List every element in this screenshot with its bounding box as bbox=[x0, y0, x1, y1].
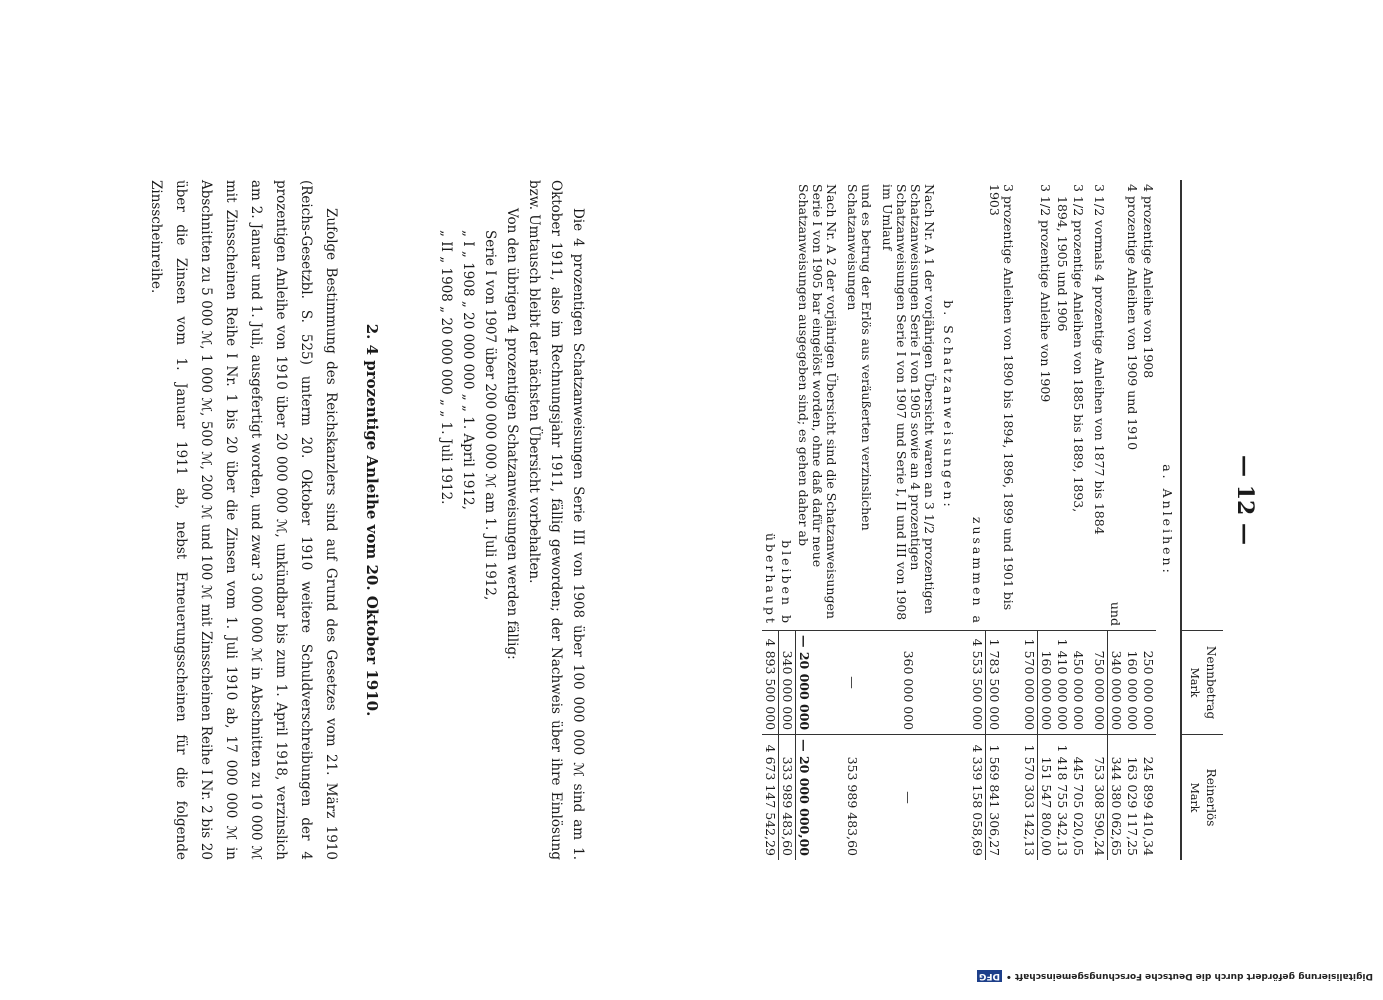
table-row: 3 prozentige Anleihen von 1890 bis 1894, 1896, 1899 und 1901 bis 1903 1 783 500 000 1 569 841 306,27 bbox=[986, 180, 1016, 860]
notes-block bbox=[435, 180, 589, 860]
table-row: 3 1/2 prozentige Anleihe von 1909 160 000 000 151 547 800,00 bbox=[1038, 180, 1055, 860]
grand-total-row: überhaupt 4 893 500 000 4 673 147 542,29 bbox=[762, 180, 779, 860]
financial-table bbox=[762, 180, 1223, 860]
section-b-heading: b. Schatzanweisungen: bbox=[941, 300, 957, 510]
table-row: 3 1/2 vormals 4 prozentige Anleihen von 1877 bis 1884 750 000 000 753 308 590,24 bbox=[1091, 180, 1108, 860]
dfg-credit: Digitalisierung gefördert durch die Deutsche Forschungsgemeinschaft •DFG bbox=[979, 971, 1373, 981]
series-line: „ I „ 1908 „ 20 000 000 „ „ 1. April 1912, bbox=[460, 230, 476, 510]
table-row: und es betrug der Erlös aus veräußerten verzinslichen Schatzanweisungen — 353 989 483,60 bbox=[845, 180, 875, 860]
table-row: 4 prozentige Anleihen von 1909 und 1910 160 000 000 163 029 117,25 bbox=[1124, 180, 1140, 860]
header-blank bbox=[1181, 180, 1223, 630]
header-nominal: Nennbetrag Mark bbox=[1181, 630, 1223, 734]
series-line: „ II „ 1908 „ 20 000 000 „ „ 1. Juli 1912. bbox=[438, 230, 454, 505]
remain-row-b: bleiben b 340 000 000 333 989 483,60 bbox=[779, 180, 796, 860]
total-row-a: zusammen a 4 553 500 000 4 339 158 058,69 bbox=[970, 180, 987, 860]
table-row: 1894, 1905 und 1906 1 410 000 000 1 418 755 342,13 bbox=[1054, 180, 1070, 860]
table-row: 4 prozentige Anleihe von 1908 250 000 000 245 899 410,34 bbox=[1140, 180, 1156, 860]
series-line: Serie I von 1907 über 200 000 000 ℳ am 1. Juli 1912, bbox=[482, 230, 498, 601]
section-a-heading: a. Anleihen: bbox=[1160, 464, 1175, 576]
body-block bbox=[143, 180, 343, 860]
para-loan-1910: Zufolge Bestimmung des Reichskanzlers sind auf Grund des Gesetzes vom 21. März 1910 (Reichs-Gesetzbl. S. 525) unterm 20. Oktober 1910 weitere Schuldverschreibungen der 4 prozentigen Anleihe von 1910 über 20 000 000 ℳ, unkündbar bis zum 1. April 1918, verzinslich am 2. Januar und 1. Juli, ausgefertigt worden, und zwar 3 000 000 ℳ in Abschnitten zu 10 000 ℳ mit Zinsscheinen Reihe I Nr. 1 bis 20 über die Zinsen vom 1. Juli 1910 ab, 17 000 000 ℳ in Abschnitten zu 5 000 ℳ, 1 000 ℳ, 500 ℳ, 200 ℳ und 100 ℳ mit Zinsscheinen Reihe I Nr. 2 bis 20 über die Zinsen vom 1. Januar 1911 ab, nebst Erneuerungsscheinen für die folgende Zinsscheinreihe. bbox=[148, 180, 339, 860]
table-row: 1 570 000 000 1 570 303 142,13 bbox=[1021, 180, 1038, 860]
section-heading-2: 2. 4 prozentige Anleihe vom 20. Oktober 1910. bbox=[363, 323, 381, 717]
header-net: Reinerlös Mark bbox=[1181, 735, 1223, 860]
para-remaining: Von den übrigen 4 prozentigen Schatzanweisungen werden fällig: bbox=[504, 208, 520, 660]
page-number: — 12 — bbox=[1232, 455, 1258, 545]
table-row: Nach Nr. A 1 der vorjährigen Übersicht waren an 3 1/2 prozentigen Schatzanweisungen Serie I von 1905 sowie an 4 prozentigen Schatzanweisungen Serie I von 1907 und Serie I, II und III von 1908 im Umlauf 360 000 000 — bbox=[880, 180, 938, 860]
table-row: und 340 000 000 344 380 062,65 bbox=[1108, 180, 1125, 860]
table-row: 3 1/2 prozentige Anleihen von 1885 bis 1889, 1893, 450 000 000 445 705 020,05 bbox=[1070, 180, 1086, 860]
dfg-logo: DFG bbox=[979, 971, 1001, 981]
table-row: Nach Nr. A 2 der vorjährigen Übersicht sind die Schatzanweisungen Serie I von 1905 bar eingelöst worden, ohne daß dafür neue Schatzanweisungen ausgegeben sind; es gehen daher ab — 20 000 000 — 20 000 000,00 bbox=[796, 180, 840, 860]
para-treasury-due: Die 4 prozentigen Schatzanweisungen Serie III von 1908 über 100 000 000 ℳ sind am 1. Oktober 1911, also im Rechnungsjahr 1911, fällig geworden; der Nachweis über ihre Einlösung bzw. Umtausch bleibt der nächsten Übersicht vorbehalten. bbox=[526, 180, 586, 860]
